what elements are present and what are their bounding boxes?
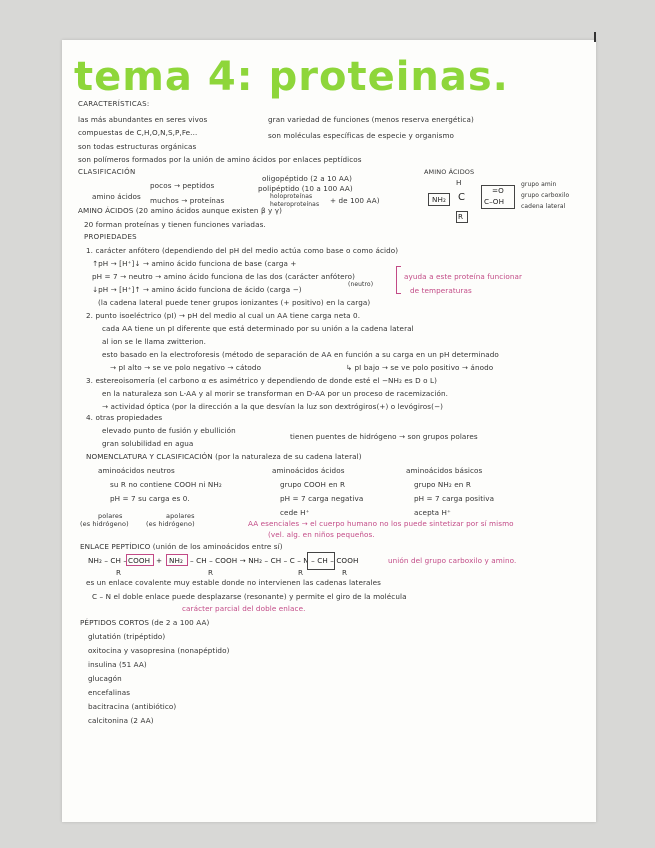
peptido-item: glucagón bbox=[88, 674, 122, 683]
prop-line: ↳ pI bajo → se ve polo positivo → ánodo bbox=[346, 363, 494, 372]
page-mark bbox=[594, 32, 596, 42]
peptido-item: oxitocina y vasopresina (nonapéptido) bbox=[88, 646, 230, 655]
clasificacion-holo: holoproteínas bbox=[270, 193, 313, 200]
enlace-nh2: NH₂ bbox=[169, 556, 183, 565]
prop-line: gran solubilidad en agua bbox=[102, 439, 194, 448]
aa-key-cadena: cadena lateral bbox=[521, 203, 566, 210]
aa-key-carboxilo: grupo carboxilo bbox=[521, 192, 570, 199]
clasificacion-aminoacidos: amino ácidos bbox=[92, 192, 141, 201]
aa-diagram-o: =O bbox=[492, 186, 504, 195]
nomen-polar: polares bbox=[98, 512, 123, 520]
aa-diagram-nh2: NH₂ bbox=[432, 195, 446, 204]
prop-line: cada AA tiene un pI diferente que está determinado por su unión a la cadena lateral bbox=[102, 324, 414, 333]
caracteristicas-line: son todas estructuras orgánicas bbox=[78, 142, 197, 151]
nomen-col1-line: su R no contiene COOH ni NH₂ bbox=[110, 480, 222, 489]
enlace-r: R bbox=[208, 568, 214, 577]
prop-line: en la naturaleza son L-AA y al morir se transforman en D-AA por un proceso de racemización. bbox=[102, 389, 449, 398]
enlace-r: R bbox=[298, 568, 304, 577]
prop-line: ↑pH → [H⁺]↓ → amino ácido funciona de base (carga + bbox=[92, 259, 297, 268]
prop-line: → actividad óptica (por la dirección a la que desvían la luz son dextrógiros(+) o levógiros(−) bbox=[102, 402, 444, 411]
aa-diagram-h: H bbox=[456, 178, 462, 187]
enlace-bond-box bbox=[307, 552, 335, 570]
nomen-col2-line: grupo COOH en R bbox=[280, 480, 346, 489]
prop-neutro: (neutro) bbox=[348, 281, 374, 288]
prop-line: → pI alto → se ve polo negativo → cátodo bbox=[110, 363, 262, 372]
enlace-line: C – N el doble enlace puede desplazarse (resonante) y permite el giro de la molécula bbox=[92, 592, 407, 601]
enlace-formula: – CH – COOH → NH₂ – CH – C – N – CH – COOH bbox=[190, 556, 359, 565]
enlace-r: R bbox=[116, 568, 122, 577]
caracteristicas-line: son moléculas específicas de especie y organismo bbox=[268, 131, 455, 140]
section-heading-clasificacion: CLASIFICACIÓN bbox=[78, 168, 136, 176]
nomen-col3-heading: aminoácidos básicos bbox=[406, 466, 483, 475]
prop-brace bbox=[396, 266, 401, 294]
prop-line: 1. carácter anfótero (dependiendo del pH del medio actúa como base o como ácido) bbox=[86, 246, 399, 255]
section-heading-peptidos: PÉPTIDOS CORTOS (de 2 a 100 AA) bbox=[80, 618, 210, 627]
nomen-esenciales-note: (vel. alg. en niños pequeños. bbox=[268, 530, 375, 539]
nomen-polar-note: (es hidrógeno) bbox=[80, 520, 129, 528]
prop-line: tienen puentes de hidrógeno → son grupos polares bbox=[290, 432, 478, 441]
enlace-plus: + bbox=[156, 556, 163, 565]
caracteristicas-line: gran variedad de funciones (menos reserva energética) bbox=[268, 115, 474, 124]
section-heading-caracteristicas: CARACTERÍSTICAS: bbox=[78, 100, 150, 108]
prop-line: elevado punto de fusión y ebullición bbox=[102, 426, 236, 435]
prop-line: al ion se le llama zwitterion. bbox=[102, 337, 207, 346]
prop-line: 4. otras propiedades bbox=[86, 413, 163, 422]
peptido-item: encefalinas bbox=[88, 688, 131, 697]
nomen-esenciales: AA esenciales → el cuerpo humano no los puede sintetizar por sí mismo bbox=[248, 519, 514, 528]
prop-line: 3. estereoisomería (el carbono α es asimétrico y dependiendo de donde esté el −NH₂ es D o L) bbox=[86, 376, 438, 385]
clasificacion-poli: polipéptido (10 a 100 AA) bbox=[258, 184, 353, 193]
prop-line: esto basado en la electroforesis (método de separación de AA en función a su carga en un pH determinado bbox=[102, 350, 499, 359]
clasificacion-hetero: heteroproteínas bbox=[270, 201, 320, 208]
clasificacion-pocos: pocos → peptidos bbox=[150, 181, 215, 190]
peptido-item: bacitracina (antibiótico) bbox=[88, 702, 177, 711]
nomen-col2-line: pH = 7 carga negativa bbox=[280, 494, 364, 503]
section-heading-propiedades: PROPIEDADES bbox=[84, 233, 137, 241]
aa-diagram-r: R bbox=[458, 212, 464, 221]
aa-section-line: AMINO ÁCIDOS (20 amino ácidos aunque existen β y γ) bbox=[78, 206, 283, 215]
aa-section-line: 20 forman proteínas y tienen funciones variadas. bbox=[84, 220, 266, 229]
enlace-note: unión del grupo carboxilo y amino. bbox=[388, 556, 517, 565]
prop-line: 2. punto isoeléctrico (pI) → pH del medio al cual un AA tiene carga neta 0. bbox=[86, 311, 361, 320]
clasificacion-oligo: oligopéptido (2 a 10 AA) bbox=[262, 174, 352, 183]
section-heading-nomenclatura: NOMENCLATURA Y CLASIFICACIÓN (por la naturaleza de su cadena lateral) bbox=[86, 452, 362, 461]
nomen-col2-heading: aminoácidos ácidos bbox=[272, 466, 345, 475]
nomen-col2-line: cede H⁺ bbox=[280, 508, 310, 517]
nomen-col3-line: acepta H⁺ bbox=[414, 508, 451, 517]
prop-line: pH = 7 → neutro → amino ácido funciona de las dos (carácter anfótero) bbox=[92, 272, 355, 281]
nomen-col1-heading: aminoácidos neutros bbox=[98, 466, 175, 475]
prop-side-note: de temperaturas bbox=[410, 286, 472, 295]
nomen-col3-line: grupo NH₂ en R bbox=[414, 480, 471, 489]
peptido-item: calcitonina (2 AA) bbox=[88, 716, 154, 725]
enlace-note: carácter parcial del doble enlace. bbox=[182, 604, 306, 613]
nomen-apolar: apolares bbox=[166, 512, 195, 520]
nomen-col3-line: pH = 7 carga positiva bbox=[414, 494, 495, 503]
caracteristicas-line: son polímeros formados por la unión de amino ácidos por enlaces peptídicos bbox=[78, 155, 362, 164]
nomen-apolar-note: (es hidrógeno) bbox=[146, 520, 195, 528]
peptido-item: insulina (51 AA) bbox=[88, 660, 147, 669]
page-title: tema 4: proteinas. bbox=[74, 54, 509, 100]
enlace-r: R bbox=[342, 568, 348, 577]
aa-diagram-c: C bbox=[458, 192, 466, 203]
clasificacion-muchos: muchos → proteínas bbox=[150, 196, 225, 205]
nomen-col1-line: pH = 7 su carga es 0. bbox=[110, 494, 190, 503]
aa-diagram-label: AMINO ÁCIDOS bbox=[424, 168, 475, 176]
enlace-line: es un enlace covalente muy estable donde no intervienen las cadenas laterales bbox=[86, 578, 382, 587]
clasificacion-mas: + de 100 AA) bbox=[330, 196, 380, 205]
prop-line: ↓pH → [H⁺]↑ → amino ácido funciona de ácido (carga −) bbox=[92, 285, 302, 294]
enlace-cooh: COOH bbox=[128, 556, 151, 565]
aa-key-amin: grupo amin bbox=[521, 181, 557, 188]
caracteristicas-line: las más abundantes en seres vivos bbox=[78, 115, 208, 124]
prop-line: (la cadena lateral puede tener grupos ionizantes (+ positivo) en la carga) bbox=[98, 298, 371, 307]
enlace-formula: NH₂ – CH – bbox=[88, 556, 128, 565]
aa-diagram-oh: C–OH bbox=[484, 197, 505, 206]
caracteristicas-line: compuestas de C,H,O,N,S,P,Fe... bbox=[78, 128, 198, 137]
prop-side-note: ayuda a este proteína funcionar bbox=[404, 272, 523, 281]
peptido-item: glutatión (tripéptido) bbox=[88, 632, 166, 641]
section-heading-enlace: ENLACE PEPTÍDICO (unión de los aminoácidos entre sí) bbox=[80, 542, 283, 551]
